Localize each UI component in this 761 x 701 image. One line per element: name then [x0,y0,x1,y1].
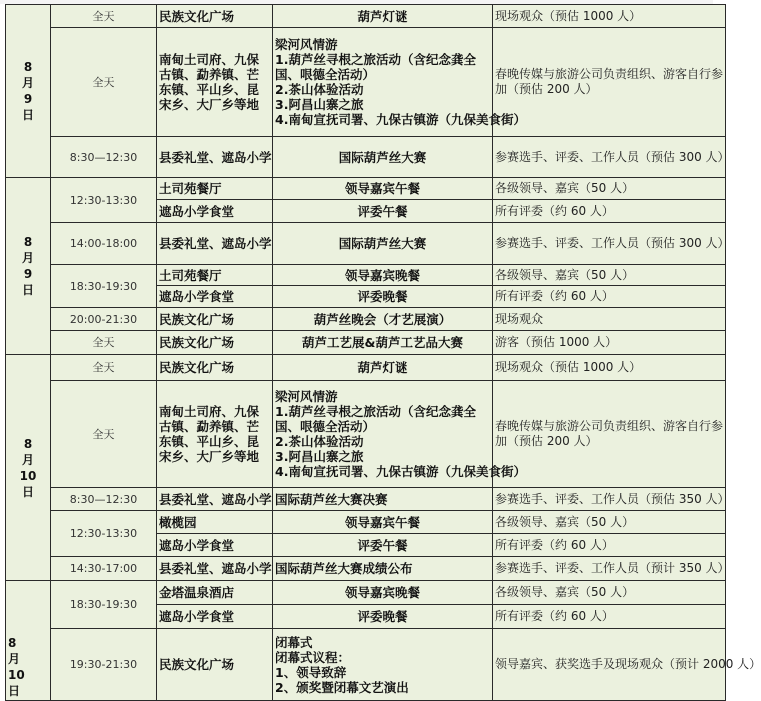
event-line: 2.茶山体验活动 [275,434,364,449]
event-cell [273,137,493,178]
event-line: 1、领导致辞 [275,664,347,680]
date-char: 月 [21,452,34,467]
date-cell [6,581,51,701]
date-cell [6,178,51,355]
table-row [6,488,726,511]
date-char: 日 [21,283,34,297]
attendees-cell: 领导嘉宾、获奖选手及现场观众（预计 2000 人） [493,629,726,701]
table-row [6,511,726,534]
time-cell: 14:00-18:00 [51,223,157,265]
event-line: 葫芦灯谜 [357,360,408,375]
table-row [6,137,726,178]
table-row [6,265,726,286]
time-cell: 19:30-21:30 [51,629,157,701]
time-cell: 全天 [51,28,157,137]
attendees-cell: 所有评委（约 60 人） [493,605,726,629]
table-row [6,331,726,355]
table-row [6,355,726,381]
event-line: 1.葫芦丝寻根之旅活动（含纪念龚全国、哏德全活动） [275,404,476,434]
event-line: 梁河风情游 [275,389,338,404]
attendees-cell: 现场观众（预估 1000 人） [493,355,726,381]
date-char: 日 [21,108,34,122]
event-line: 葫芦灯谜 [357,8,408,24]
time-cell: 全天 [51,381,157,488]
event-line: 领导嘉宾晚餐 [344,585,420,600]
table-row [6,28,726,137]
attendees-cell: 各级领导、嘉宾（50 人） [493,581,726,605]
event-line: 领导嘉宾午餐 [344,181,420,196]
event-line: 领导嘉宾晚餐 [344,267,420,283]
event-line: 评委晚餐 [357,289,408,304]
venue-cell: 县委礼堂、遮岛小学 [157,137,273,178]
event-line: 评委午餐 [357,537,408,553]
venue-cell: 民族文化广场 [157,355,273,381]
event-cell [273,605,493,629]
date-char: 10 [8,668,25,682]
event-cell [273,265,493,286]
date-cell [6,5,51,178]
venue-cell: 遮岛小学食堂 [157,534,273,557]
venue-cell: 遮岛小学食堂 [157,200,273,223]
table-row [6,381,726,488]
date-char: 8 [23,235,33,249]
event-cell [273,381,526,488]
venue-cell: 土司苑餐厅 [157,265,273,286]
event-line: 1.葫芦丝寻根之旅活动（含纪念龚全国、哏德全活动） [275,52,476,82]
date-cell [6,355,51,581]
event-line: 4.南甸宣抚司署、九保古镇游（九保美食街） [275,464,526,479]
time-cell: 20:00-21:30 [51,308,157,331]
time-cell: 8:30—12:30 [51,488,157,511]
date-char: 8 [23,60,33,74]
time-cell: 12:30-13:30 [51,178,157,223]
event-cell [273,331,493,355]
attendees-cell: 参赛选手、评委、工作人员（预估 350 人） [493,488,726,511]
table-row [6,5,726,28]
event-cell [273,200,493,223]
event-line: 领导嘉宾午餐 [344,514,420,530]
event-line: 国际葫芦丝大赛 [338,149,427,165]
table-row [6,557,726,581]
attendees-cell: 各级领导、嘉宾（50 人） [493,511,726,534]
time-cell: 12:30-13:30 [51,511,157,557]
date-char: 8 [8,636,17,650]
venue-cell: 民族文化广场 [157,629,273,701]
time-cell: 全天 [51,355,157,381]
time-cell: 8:30—12:30 [51,137,157,178]
attendees-cell: 各级领导、嘉宾（50 人） [493,265,726,286]
event-line: 评委午餐 [357,203,408,219]
event-line: 国际葫芦丝大赛决赛 [275,491,388,507]
date-char: 10 [19,468,37,483]
table-row [6,308,726,331]
venue-cell: 遮岛小学食堂 [157,605,273,629]
venue-cell: 土司苑餐厅 [157,178,273,200]
event-line: 评委晚餐 [357,609,408,624]
date-char: 9 [23,267,33,281]
attendees-cell: 参赛选手、评委、工作人员（预估 300 人） [493,223,726,265]
event-line: 梁河风情游 [275,37,338,52]
date-char: 8 [23,436,33,451]
event-cell [273,557,493,581]
venue-cell: 南甸土司府、九保古镇、勐养镇、芒东镇、平山乡、昆宋乡、大厂乡等地 [157,28,273,137]
event-cell [273,488,493,511]
date-char: 月 [8,652,21,666]
venue-cell: 民族文化广场 [157,308,273,331]
event-cell [273,28,526,137]
date-char: 日 [8,684,21,698]
attendees-cell: 参赛选手、评委、工作人员（预计 350 人） [493,557,726,581]
event-schedule-table [5,4,761,701]
attendees-cell: 现场观众 [493,308,726,331]
attendees-cell: 现场观众（预估 1000 人） [493,5,726,28]
venue-cell: 民族文化广场 [157,331,273,355]
venue-cell: 县委礼堂、遮岛小学 [157,557,273,581]
time-cell: 14:30-17:00 [51,557,157,581]
date-char: 月 [21,251,34,265]
event-cell [273,355,493,381]
event-cell [273,308,493,331]
date-char: 日 [21,484,34,499]
event-line: 闭幕式 [275,634,313,650]
venue-cell: 橄榄园 [157,511,273,534]
event-line: 国际葫芦丝大赛成绩公布 [275,561,413,576]
event-cell [273,629,493,701]
event-cell [273,581,493,605]
attendees-cell: 春晚传媒与旅游公司负责组织、游客自行参加（预估 200 人） [493,28,726,137]
event-line: 2、颁奖暨闭幕文艺演出 [275,679,409,695]
attendees-cell: 春晚传媒与旅游公司负责组织、游客自行参加（预估 200 人） [493,381,726,488]
venue-cell: 遮岛小学食堂 [157,286,273,308]
table-row [6,581,726,605]
event-cell [273,534,493,557]
attendees-cell: 所有评委（约 60 人） [493,534,726,557]
event-cell [273,511,493,534]
time-cell: 全天 [51,5,157,28]
event-line: 葫芦丝晚会（才艺展演） [313,311,452,327]
attendees-cell: 所有评委（约 60 人） [493,200,726,223]
table-row [6,178,726,200]
date-char: 9 [23,92,33,106]
attendees-cell: 各级领导、嘉宾（50 人） [493,178,726,200]
date-char: 月 [21,76,34,90]
event-line: 闭幕式议程： [275,649,351,665]
event-cell [273,178,493,200]
attendees-cell: 所有评委（约 60 人） [493,286,726,308]
event-cell [273,5,493,28]
event-cell [273,223,493,265]
table-row [6,223,726,265]
venue-cell: 南甸土司府、九保古镇、勐养镇、芒东镇、平山乡、昆宋乡、大厂乡等地 [157,381,273,488]
event-line: 4.南甸宣抚司署、九保古镇游（九保美食街） [275,112,526,127]
time-cell: 18:30-19:30 [51,581,157,629]
venue-cell: 县委礼堂、遮岛小学 [157,223,273,265]
event-line: 国际葫芦丝大赛 [338,236,427,251]
venue-cell: 县委礼堂、遮岛小学 [157,488,273,511]
attendees-cell: 参赛选手、评委、工作人员（预估 300 人） [493,137,726,178]
table-row [6,629,726,701]
event-line: 葫芦工艺展&葫芦工艺品大赛 [302,335,463,350]
time-cell: 18:30-19:30 [51,265,157,308]
venue-cell: 民族文化广场 [157,5,273,28]
event-cell [273,286,493,308]
event-line: 3.阿昌山寨之旅 [275,97,364,112]
attendees-cell: 游客（预估 1000 人） [493,331,726,355]
venue-cell: 金塔温泉酒店 [157,581,273,605]
event-line: 2.茶山体验活动 [275,82,364,97]
time-cell: 全天 [51,331,157,355]
event-line: 3.阿昌山寨之旅 [275,449,364,464]
